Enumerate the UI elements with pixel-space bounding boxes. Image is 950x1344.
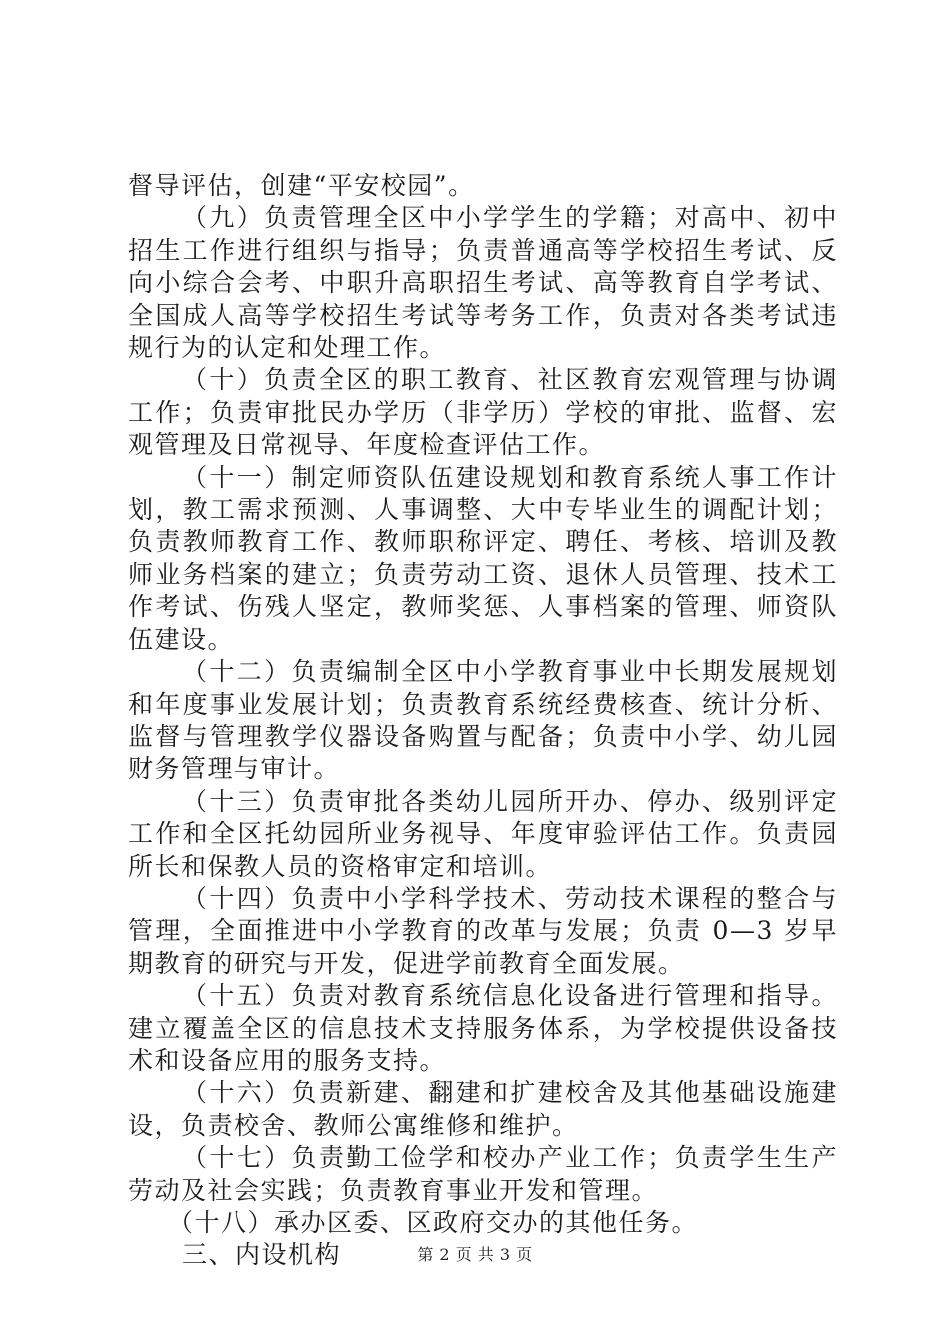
paragraph-item-16: （十六）负责新建、翻建和扩建校舍及其他基础设施建设，负责校舍、教师公寓维修和维护。 [128,1078,838,1140]
paragraph-item-9: （九）负责管理全区中小学学生的学籍；对高中、初中招生工作进行组织与指导；负责普通高等学校招生考试、反向小综合会考、中职升高职招生考试、高等教育自学考试、全国成人高等学校招生考试等考务工作，负责对各类考试违规行为的认定和处理工作。 [128,203,838,363]
paragraph-item-17: （十七）负责勤工俭学和校办产业工作；负责学生生产劳动及社会实践；负责教育事业开发和管理。 [128,1143,838,1205]
paragraph-item-11: （十一）制定师资队伍建设规划和教育系统人事工作计划，教工需求预测、人事调整、大中专毕业生的调配计划；负责教师教育工作、教师职称评定、聘任、考核、培训及教师业务档案的建立；负责劳动工资、退休人员管理、技术工作考试、伤残人坚定，教师奖惩、人事档案的管理、师资队伍建设。 [128,462,838,654]
paragraph-continuation: 督导评估，创建“平安校园”。 [128,171,475,200]
document-body [128,170,838,1272]
section-heading: 三、内设机构 [182,1240,342,1270]
paragraph-item-10: （十）负责全区的职工教育、社区教育宏观管理与协调工作；负责审批民办学历（非学历）学校的审批、监督、宏观管理及日常视导、年度检查评估工作。 [128,365,838,460]
paragraph-item-15: （十五）负责对教育系统信息化设备进行管理和指导。建立覆盖全区的信息技术支持服务体系，为学校提供设备技术和设备应用的服务支持。 [128,981,838,1075]
paragraph-item-13: （十三）负责审批各类幼儿园所开办、停办、级别评定工作和全区托幼园所业务视导、年度审验评估工作。负责园所长和保教人员的资格审定和培训。 [128,786,838,881]
paragraph-item-14: （十四）负责中小学科学技术、劳动技术课程的整合与管理，全面推进中小学教育的改革与发展；负责 0—3 岁早期教育的研究与开发，促进学前教育全面发展。 [128,883,838,978]
paragraph-item-18: （十八）承办区委、区政府交办的其他任务。 [168,1208,699,1237]
page-footer: 第 2 页 共 3 页 [417,1245,533,1264]
paragraph-item-12: （十二）负责编制全区中小学教育事业中长期发展规划和年度事业发展计划；负责教育系统经费核查、统计分析、监督与管理教学仪器设备购置与配备；负责中小学、幼儿园财务管理与审计。 [128,657,838,784]
